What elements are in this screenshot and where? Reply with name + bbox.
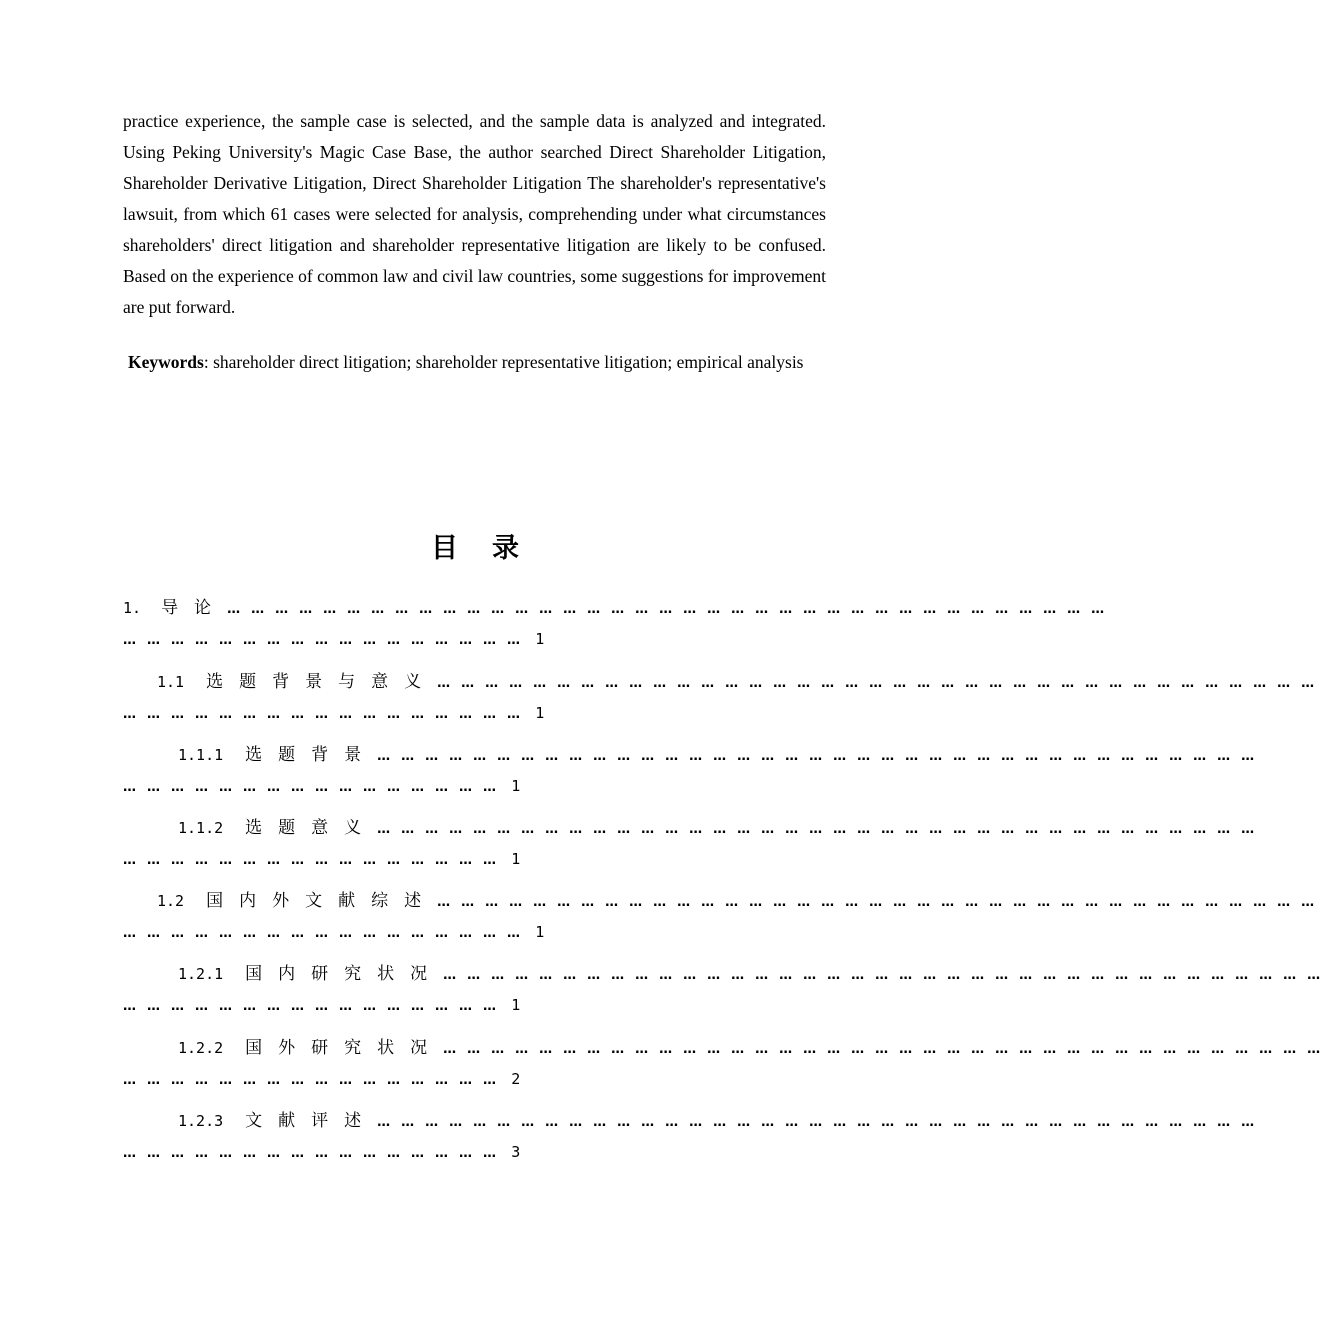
toc-entry-line-2 — [123, 1063, 823, 1094]
toc-entry-title: 选题意义 — [245, 818, 378, 838]
toc-entry-title: 国内外文献综述 — [206, 891, 438, 911]
toc-entry-line-1 — [123, 1105, 1266, 1136]
toc-entry[interactable] — [123, 592, 1116, 654]
toc-entry[interactable] — [123, 1032, 1331, 1094]
toc-entry-line-1 — [123, 1032, 1331, 1063]
toc-entry[interactable] — [123, 885, 1326, 947]
toc-entry-page: 1 — [535, 704, 545, 722]
toc-leader-dots: ………………………………………………………………………………………………… — [437, 676, 1326, 691]
toc-entry[interactable] — [123, 812, 1266, 874]
toc-entry-line-2 — [123, 1136, 823, 1167]
toc-entry-line-2 — [123, 843, 823, 874]
toc-leader-dots: …………………………………………… — [123, 707, 531, 722]
keywords-label: Keywords — [128, 352, 204, 372]
toc-leader-dots: ………………………………………………………………………………………………… — [437, 895, 1326, 910]
toc-entry-page: 3 — [511, 1143, 521, 1161]
toc-entry[interactable] — [123, 1105, 1266, 1167]
toc-leader-dots: ………………………………………………………………………………………………… — [377, 1115, 1266, 1130]
toc-entry-page: 2 — [511, 1070, 521, 1088]
toc-entry-line-2 — [123, 989, 823, 1020]
abstract-paragraph: practice experience, the sample case is selected, and the sample data is analyzed and integrated. Using Peking University's Magic Case Base, the author searched Direct Shareholder Litigation, Shareholder Derivative Litigation, Direct Shareholder Litigation The shareholder's representative's lawsuit, from which 61 cases were selected for analysis, comprehending under what circumstances shareholders' direct litigation and shareholder representative litigation are likely to be confused. Based on the experience of common law and civil law countries, some suggestions for improvement are put forward. — [123, 111, 826, 317]
toc-entry-title: 选题背景 — [245, 745, 378, 765]
toc-entry-line-1 — [123, 739, 1266, 770]
toc-entry-line-1 — [123, 666, 1326, 697]
toc-leader-dots: ………………………………………………………………………………………………… — [443, 968, 1331, 983]
toc-entry-number: 1.2.3 — [178, 1112, 224, 1130]
toc-leader-dots: ………………………………………………………………………………………………… — [227, 602, 1116, 617]
toc-leader-dots: …………………………………………… — [123, 633, 531, 648]
toc-title: 目录 — [431, 533, 553, 564]
toc-entry-line-1 — [123, 958, 1331, 989]
toc-entry-page: 1 — [511, 850, 521, 868]
toc-leader-dots: ………………………………………… — [123, 780, 507, 795]
toc-leader-dots: ………………………………………… — [123, 999, 507, 1014]
toc-entry-title: 国外研究状况 — [245, 1038, 444, 1058]
toc-leader-dots: ………………………………………………………………………………………………… — [377, 822, 1266, 837]
toc-leader-dots: ………………………………………… — [123, 853, 507, 868]
toc-leader-dots: …………………………………………… — [123, 926, 531, 941]
toc-entry-page: 1 — [535, 630, 545, 648]
toc-entry-line-2 — [123, 916, 823, 947]
toc-entry-number: 1.2.2 — [178, 1039, 224, 1057]
toc-entry-page: 1 — [511, 996, 521, 1014]
toc-entry-number: 1.1 — [157, 673, 185, 691]
toc-entry[interactable] — [123, 666, 1326, 728]
toc-entry[interactable] — [123, 958, 1331, 1020]
toc-entry-line-1 — [123, 592, 1116, 623]
toc-entry-page: 1 — [535, 923, 545, 941]
toc-entry-line-2 — [123, 770, 823, 801]
toc-entry-title: 国内研究状况 — [245, 964, 444, 984]
toc-entry-title: 导论 — [161, 598, 228, 618]
toc-leader-dots: ………………………………………………………………………………………………… — [443, 1042, 1331, 1057]
toc-entry-title: 选题背景与意义 — [206, 672, 438, 692]
toc-entry[interactable] — [123, 739, 1266, 801]
keywords-text: : shareholder direct litigation; shareholder representative litigation; empirical analysis — [203, 352, 804, 372]
toc-entry-line-1 — [123, 812, 1266, 843]
toc-leader-dots: ………………………………………………………………………………………………… — [377, 749, 1266, 764]
toc-entry-line-1 — [123, 885, 1326, 916]
toc-entry-number: 1.1.2 — [178, 819, 224, 837]
toc-leader-dots: ………………………………………… — [123, 1146, 507, 1161]
toc-entry-number: 1. — [123, 599, 142, 617]
toc-entry-line-2 — [123, 697, 823, 728]
keywords-paragraph — [123, 347, 826, 378]
toc-leader-dots: ………………………………………… — [123, 1073, 507, 1088]
toc-entry-number: 1.2 — [157, 892, 185, 910]
toc-entry-number: 1.2.1 — [178, 965, 224, 983]
toc-entry-number: 1.1.1 — [178, 746, 224, 764]
toc-entry-page: 1 — [511, 777, 521, 795]
toc-entry-line-2 — [123, 623, 823, 654]
toc-entry-title: 文献评述 — [245, 1111, 378, 1131]
